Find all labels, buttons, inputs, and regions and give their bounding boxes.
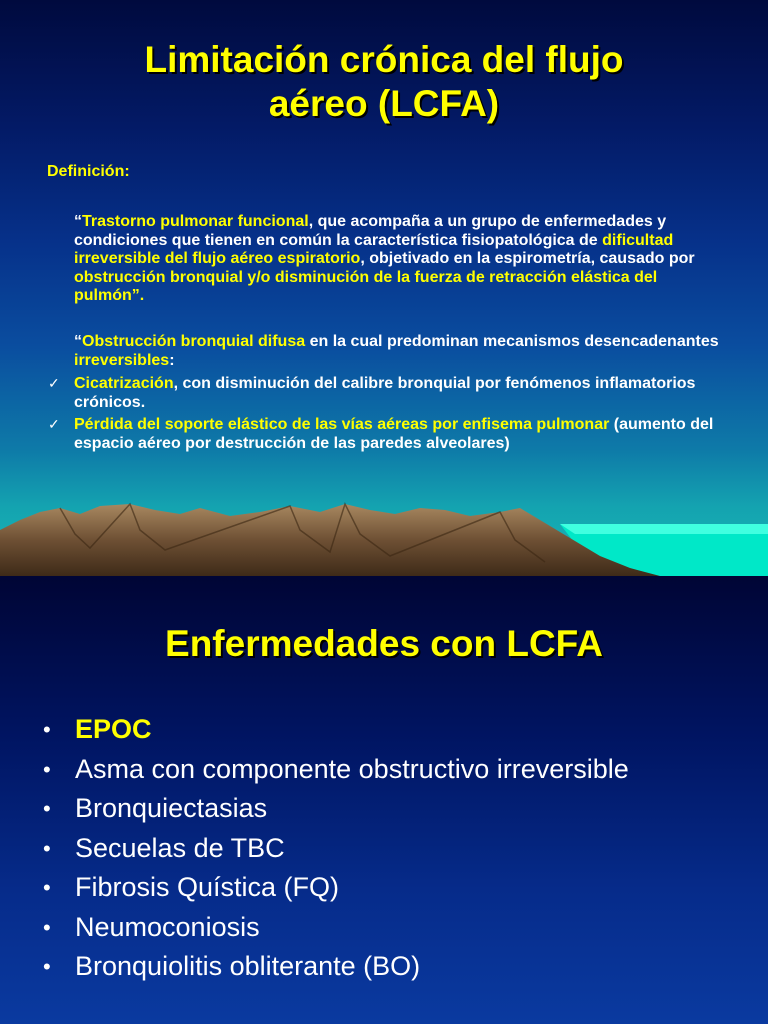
list-item-label: Bronquiolitis obliterante (BO) <box>75 951 421 981</box>
open-quote-2: “ <box>74 333 82 350</box>
checkmark-icon: ✓ <box>48 375 60 391</box>
highlight-obstruccion: obstrucción bronquial y/o disminución de la fuerza de retracción elástica del pulmón <box>74 268 658 304</box>
slide-2-title: Enfermedades con LCFA <box>165 623 603 664</box>
close-quote: ”. <box>131 287 145 304</box>
slide-1-title <box>0 38 768 126</box>
mountain-range <box>0 504 660 576</box>
highlight-perdida: Pérdida del soporte elástico de las vías aéreas por enfisema pulmonar <box>74 416 610 433</box>
para1-text-2: , objetivado en la espirometría, causado por <box>360 250 695 267</box>
bullet1-text: , con disminución del calibre bronquial por fenómenos inflamatorios crónicos. <box>74 375 696 411</box>
list-item-label: Asma con componente obstructivo irreversible <box>75 753 629 784</box>
bullet-dot: • <box>43 835 51 861</box>
highlight-dificultad: dificultad irreversible del flujo aéreo espiratorio <box>74 231 674 267</box>
check-bullet-1 <box>74 374 734 412</box>
bullet2-text: (aumento del espacio aéreo por destrucción de las paredes alveolares) <box>74 416 714 452</box>
open-quote: “ <box>74 213 82 230</box>
list-item-label: Secuelas de TBC <box>75 832 285 863</box>
definition-label: Definición: <box>47 163 130 180</box>
bullet-dot: • <box>43 756 51 782</box>
bullet-dot: • <box>43 796 51 821</box>
list-item-label: Neumoconiosis <box>75 911 260 942</box>
highlight-obstruccion-difusa: Obstrucción bronquial difusa <box>82 333 306 350</box>
check-bullet-2 <box>74 415 734 453</box>
highlight-cicatrizacion: Cicatrización <box>74 375 174 392</box>
highlight-trastorno: Trastorno pulmonar funcional <box>82 213 309 230</box>
title-line-2: aéreo (LCFA) <box>268 83 500 124</box>
highlight-irreversibles: irreversibles <box>74 351 170 369</box>
list-item-label: EPOC <box>75 714 152 744</box>
definition-paragraph-2 <box>74 333 724 370</box>
para2-text-2: : <box>169 351 175 369</box>
bullet-dot: • <box>43 717 51 742</box>
water-highlight <box>560 524 768 534</box>
title-line-1: Limitación crónica del flujo <box>144 39 624 80</box>
bullet-dot: • <box>43 914 51 940</box>
list-item-label: Fibrosis Quística (FQ) <box>75 872 340 902</box>
definition-paragraph-1 <box>74 213 724 306</box>
bullet-dot: • <box>43 875 51 900</box>
mountains-illustration <box>0 490 768 576</box>
bullet-dot: • <box>43 954 51 979</box>
list-item-label: Bronquiectasias <box>75 793 268 823</box>
para1-text-1: , que acompaña a un grupo de enfermedades y condiciones que tienen en común la característica fisiopatológica de <box>74 213 667 249</box>
para2-text-1: en la cual predominan mecanismos desencadenantes <box>305 333 719 350</box>
checkmark-icon: ✓ <box>48 416 60 432</box>
